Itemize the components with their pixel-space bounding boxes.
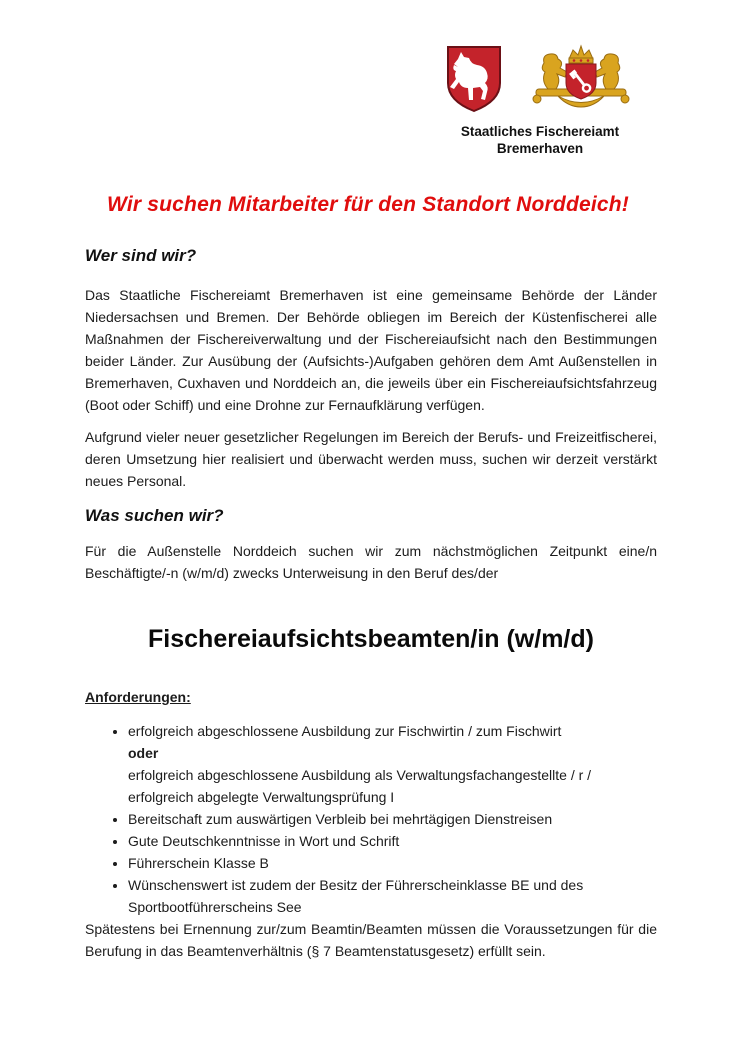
document-body xyxy=(85,246,657,972)
recruitment-banner: Wir suchen Mitarbeiter für den Standort Norddeich! xyxy=(106,193,630,216)
who-paragraph-1: Das Staatliche Fischereiamt Bremerhaven ist eine gemeinsame Behörde der Länder Niedersachsen und Bremen. Der Behörde obliegen im Bereich der Küstenfischerei alle Maßnahmen der Fischereiverwaltung und der Fischereiaufsicht nach den Bestimmungen beider Länder. Zur Ausübung der (Aufsichts-)Aufgaben gehören dem Amt Außenstellen in Bremerhaven, Cuxhaven und Norddeich an, die jeweils über ein Fischereiaufsichtsfahrzeug (Boot oder Schiff) und eine Drohne zur Fernaufklärung verfügen. xyxy=(85,287,657,413)
requirement-item-german: • Gute Deutschkenntnisse in Wort und Schrift xyxy=(128,830,657,852)
requirement-item-license-b: • Führerschein Klasse B xyxy=(128,852,657,874)
section-heading-what: Was suchen wir? xyxy=(85,506,224,525)
agency-name-line1: Staatliches Fischereiamt xyxy=(460,124,620,139)
requirements-list xyxy=(85,720,657,918)
job-title: Fischereiaufsichtsbeamten/in (w/m/d) xyxy=(148,625,594,653)
requirement-connector-oder: oder xyxy=(128,745,159,761)
requirements-heading: Anforderungen: xyxy=(85,689,191,705)
who-paragraph-2: Aufgrund vieler neuer gesetzlicher Regelungen im Bereich der Berufs- und Freizeitfischerei, deren Umsetzung hier realisiert und überwacht werden muss, suchen wir derzeit verstärkt neues Personal. xyxy=(85,429,657,489)
bremen-coat-of-arms-icon xyxy=(528,37,634,117)
lower-saxony-coat-of-arms-icon xyxy=(446,45,502,113)
requirement-item-license-be-boat: • Wünschenswert ist zudem der Besitz der Führerscheinklasse BE und des Sportbootführerscheins See xyxy=(128,874,657,918)
requirement-option-a: erfolgreich abgeschlossene Ausbildung zur Fischwirtin / zum Fischwirt xyxy=(128,723,562,739)
requirement-item-education xyxy=(128,720,657,808)
what-paragraph: Für die Außenstelle Norddeich suchen wir zum nächstmöglichen Zeitpunkt eine/n Beschäftigte/-n (w/m/d) zwecks Unterweisung in den Beruf des/der xyxy=(85,543,657,581)
requirement-option-b: erfolgreich abgeschlossene Ausbildung als Verwaltungsfachangestellte / r / erfolgreich abgelegte Verwaltungsprüfung I xyxy=(128,767,592,805)
agency-name xyxy=(438,123,642,157)
letterhead xyxy=(438,37,642,157)
agency-name-line2: Bremerhaven xyxy=(496,141,584,156)
coat-of-arms-row xyxy=(438,37,642,117)
closing-paragraph: Spätestens bei Ernennung zur/zum Beamtin/Beamten müssen die Voraussetzungen für die Berufung in das Beamtenverhältnis (§ 7 Beamtenstatusgesetz) erfüllt sein. xyxy=(85,921,657,959)
requirement-item-travel: • Bereitschaft zum auswärtigen Verbleib bei mehrtägigen Dienstreisen xyxy=(128,808,657,830)
section-heading-who: Wer sind wir? xyxy=(85,246,197,265)
